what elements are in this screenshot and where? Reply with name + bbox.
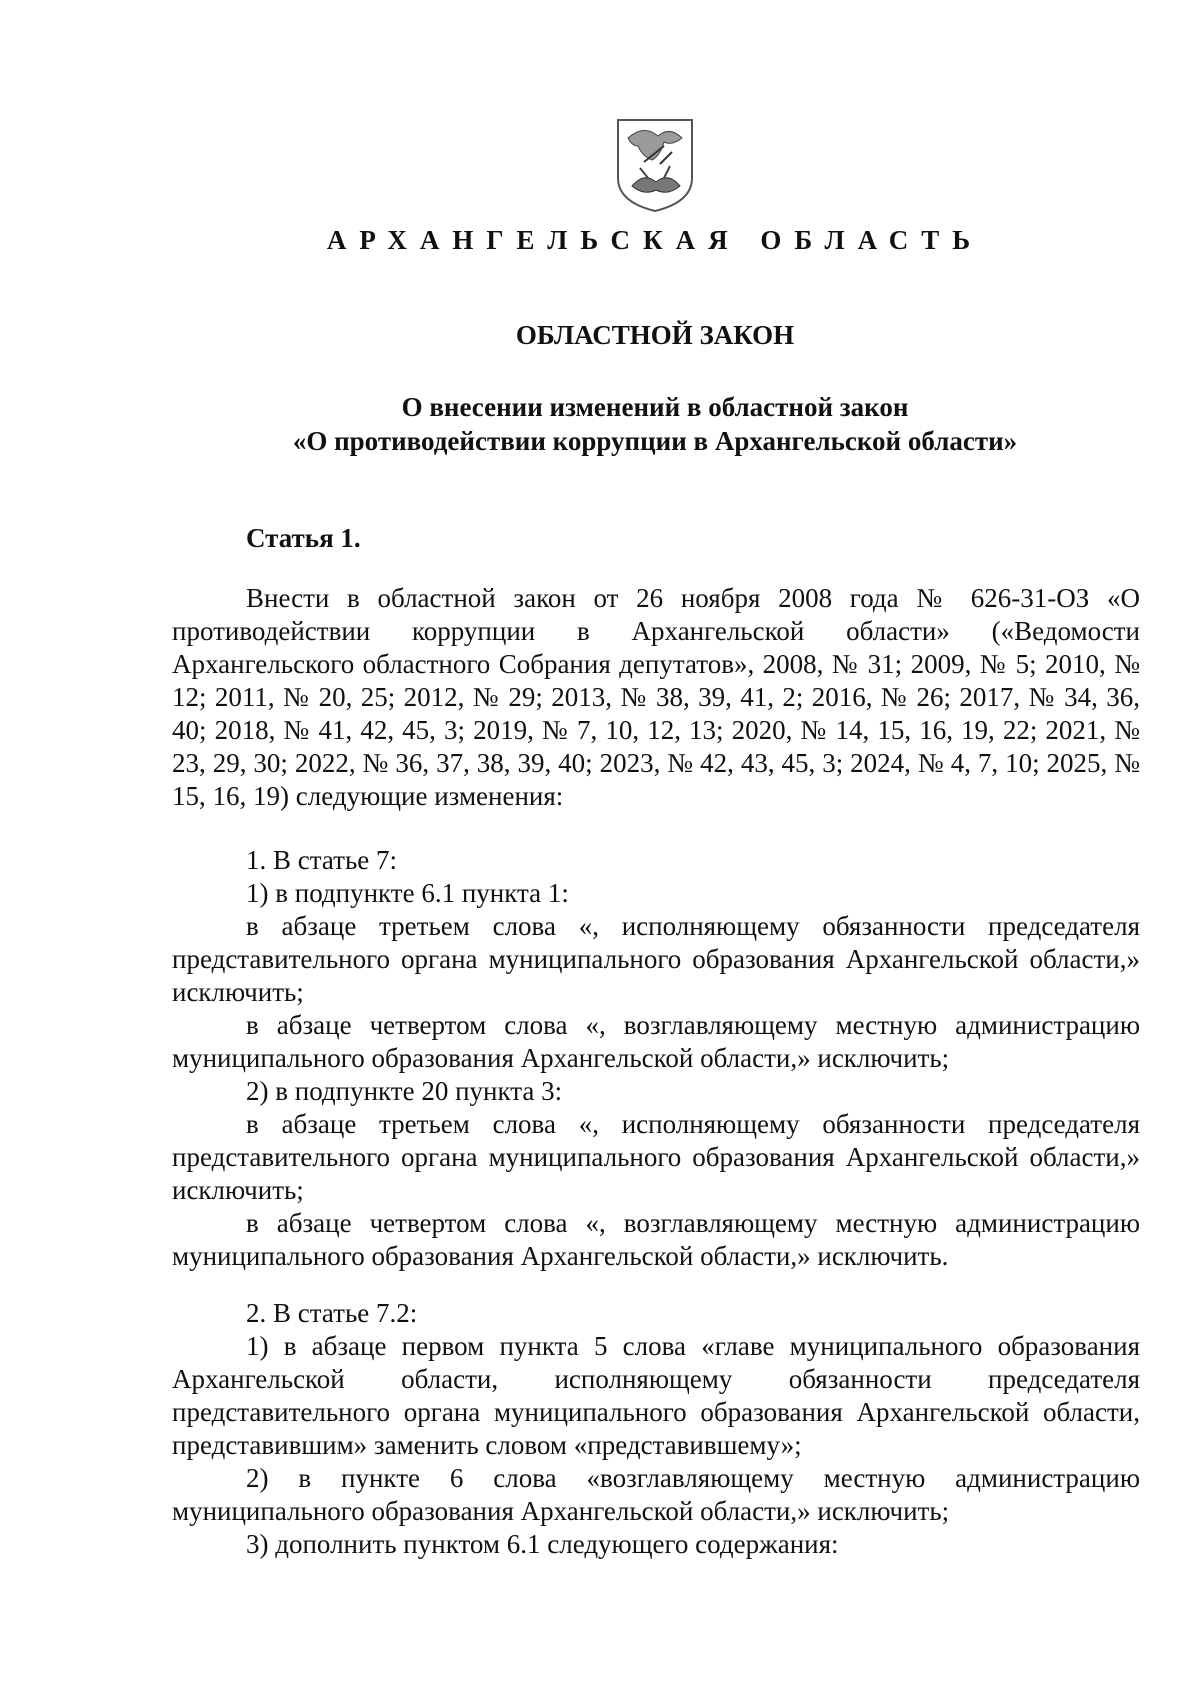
document-title-line-1: О внесении изменений в областной закон — [401, 392, 909, 422]
section-2-heading: 2. В статье 7.2: — [246, 1298, 418, 1328]
intro-paragraph: Внести в областной закон от 26 ноября 2008 года № 626-31-ОЗ «О противодействии коррупции в Архангельской области» («Ведомости Архангельского областного Собрания депутатов», 2008, № 31; 2009, № 5; 2010, № 12; 2011, № 20, 25; 2012, № 29; 2013, № 38, 39, 41, 2; 2016, № 26; 2017, № 34, 36, 40; 2018, № 41, 42, 45, 3; 2019, № 7, 10, 12, 13; 2020, № 14, 15, 16, 19, 22; 2021, № 23, 29, 30; 2022, № 36, 37, 38, 39, 40; 2023, № 42, 43, 45, 3; 2024, № 4, 7, 10; 2025, № 15, 16, 19) следующие изменения: — [172, 583, 1140, 811]
section-2-item: 2) в пункте 6 слова «возглавляющему местную администрацию муниципального образования Архангельской области,» исключить; — [172, 1463, 1140, 1526]
section-1-item: в абзаце четвертом слова «, возглавляющему местную администрацию муниципального образования Архангельской области,» исключить; — [172, 1010, 1140, 1073]
document-title — [0, 390, 1200, 458]
amendment-section-2 — [172, 1297, 1140, 1561]
section-2-item: 1) в абзаце первом пункта 5 слова «главе муниципального образования Архангельской области, исполняющему обязанности председателя представительного органа муниципального образования Архангельской области, представившим» заменить словом «представившему»; — [172, 1331, 1140, 1460]
coat-of-arms-icon — [614, 116, 696, 214]
section-1-item: 1) в подпункте 6.1 пункта 1: — [246, 878, 569, 908]
amendment-section-1 — [172, 844, 1140, 1273]
section-1-item: в абзаце третьем слова «, исполняющему обязанности председателя представительного органа муниципального образования Архангельской области,» исключить; — [172, 1109, 1140, 1205]
region-heading: АРХАНГЕЛЬСКАЯ ОБЛАСТЬ — [326, 225, 984, 255]
section-1-item: в абзаце четвертом слова «, возглавляющему местную администрацию муниципального образования Архангельской области,» исключить. — [172, 1208, 1140, 1271]
section-1-item: в абзаце третьем слова «, исполняющему обязанности председателя представительного органа муниципального образования Архангельской области,» исключить; — [172, 911, 1140, 1007]
document-title-line-2: «О противодействии коррупции в Архангельской области» — [292, 426, 1018, 456]
article-heading: Статья 1. — [246, 523, 361, 553]
section-1-item: 2) в подпункте 20 пункта 3: — [246, 1076, 563, 1106]
document-type: ОБЛАСТНОЙ ЗАКОН — [515, 320, 795, 350]
section-1-heading: 1. В статье 7: — [246, 845, 398, 875]
section-2-item: 3) дополнить пунктом 6.1 следующего содержания: — [246, 1529, 839, 1559]
article-intro — [172, 582, 1140, 813]
